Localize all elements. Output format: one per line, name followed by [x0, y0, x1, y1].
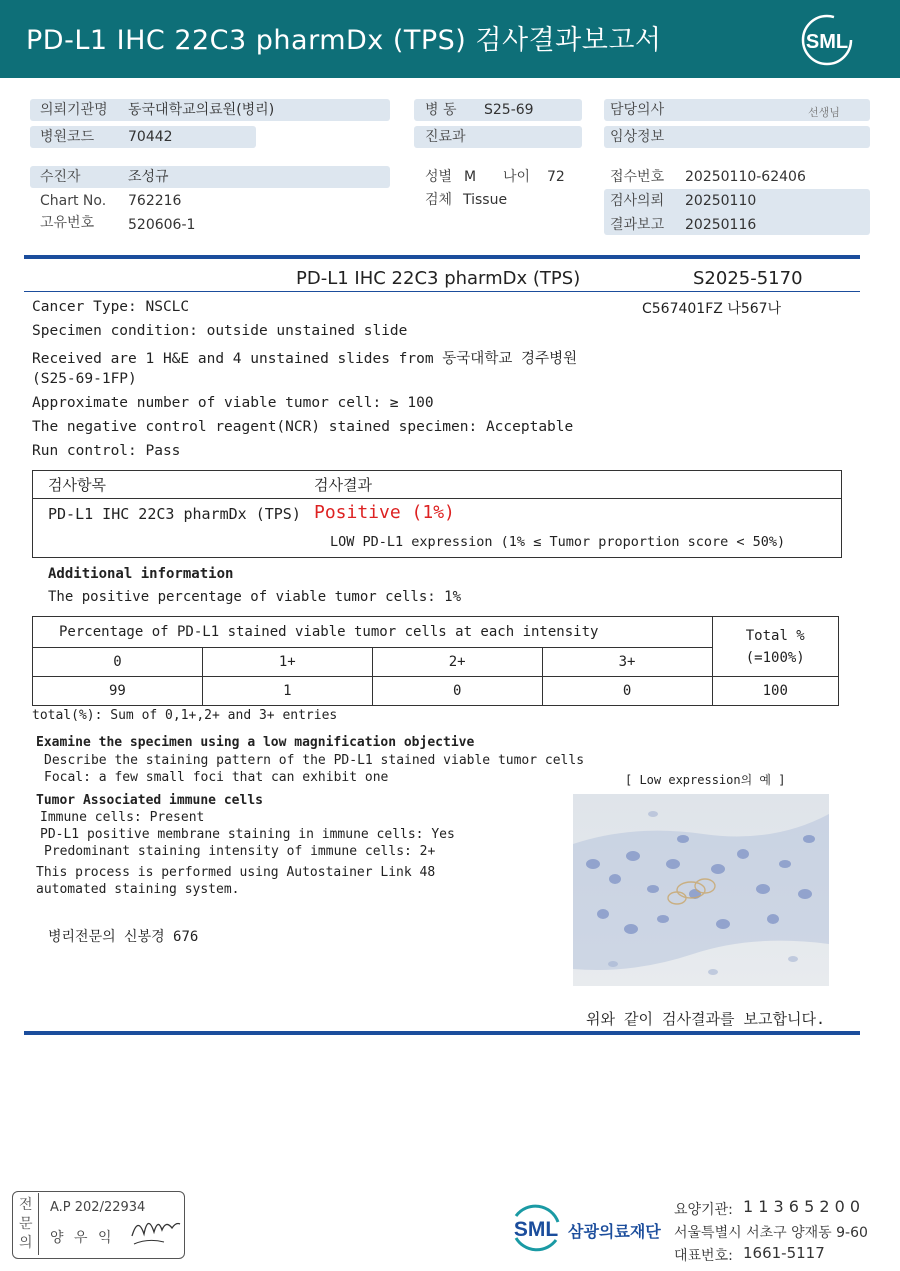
total-header-line2: (=100%) [745, 649, 805, 666]
additional-title: Additional information [48, 566, 234, 582]
doctor-suffix: 선생님 [808, 106, 840, 119]
sex-label: 성별 [425, 169, 453, 185]
doctor-label: 담당의사 [610, 102, 665, 118]
reference-code: C567401FZ 나567나 [642, 301, 782, 317]
institution-label: 의뢰기관명 [40, 102, 108, 118]
document-title: PD-L1 IHC 22C3 pharmDx (TPS) 검사결과보고서 [26, 25, 662, 56]
examine-line1: Describe the staining pattern of the PD-L1 stained viable tumor cells [44, 753, 585, 768]
chart-label: Chart No. [40, 193, 107, 209]
age-value: 72 [547, 169, 565, 185]
receipt-value: 20250110-62406 [685, 169, 806, 185]
test-title: PD-L1 IHC 22C3 pharmDx (TPS) [296, 268, 581, 289]
institution-value: 동국대학교의료원(병리) [128, 102, 275, 118]
report-line: Cancer Type: NSCLC [32, 299, 190, 315]
sml-logo-text: SML [805, 31, 849, 53]
report-line: Specimen condition: outside unstained slide [32, 323, 408, 339]
pathology-image [573, 794, 829, 986]
immune-line2: PD-L1 positive membrane staining in immune cells: Yes [40, 827, 455, 842]
top-rule [24, 255, 860, 259]
intensity-value-1plus: 1 [202, 677, 372, 706]
patient-label: 수진자 [40, 169, 81, 185]
total-header [712, 617, 839, 677]
immune-line4: This process is performed using Autostainer Link 48 [36, 865, 436, 880]
closing-statement: 위와 같이 검사결과를 보고합니다. [586, 1010, 825, 1028]
intensity-col-0: 0 [33, 648, 203, 677]
stamp-label-char: 문 [19, 1216, 33, 1232]
specimen-label: 검체 [425, 192, 453, 208]
agency-number: 1 1 3 6 5 2 0 0 [743, 1197, 861, 1216]
total-header-line1: Total % [745, 627, 805, 644]
intensity-col-3plus: 3+ [542, 648, 712, 677]
result-col-item: 검사항목 [48, 476, 106, 494]
phone-label: 대표번호: [674, 1248, 733, 1264]
signature [128, 1206, 182, 1250]
immune-line3: Predominant staining intensity of immune cells: 2+ [44, 844, 436, 859]
request-value: 20250110 [685, 193, 757, 209]
specimen-value: Tissue [463, 192, 508, 208]
clinical-label: 임상정보 [610, 129, 665, 145]
result-item: PD-L1 IHC 22C3 pharmDx (TPS) [48, 505, 301, 523]
stamp-label [19, 1196, 33, 1253]
examine-title: Examine the specimen using a low magnification objective [36, 735, 475, 750]
stamp-label-char: 의 [19, 1235, 33, 1251]
pathologist: 병리전문의 신봉경 676 [48, 929, 199, 945]
case-number: S2025-5170 [693, 268, 803, 289]
chart-value: 762216 [128, 193, 182, 209]
uid-value: 520606-1 [128, 217, 196, 233]
intensity-col-2plus: 2+ [372, 648, 542, 677]
intensity-header: Percentage of PD-L1 stained viable tumor cells at each intensity [33, 617, 713, 648]
hospital-code-value: 70442 [128, 129, 173, 145]
result-note: LOW PD-L1 expression (1% ≤ Tumor proportion score < 50%) [330, 534, 786, 550]
ward-label: 병 동 [425, 102, 457, 118]
report-line: (S25-69-1FP) [32, 371, 137, 387]
sex-value: M [464, 169, 477, 185]
sml-logo [800, 13, 854, 67]
report-line: Approximate number of viable tumor cell: ≥ 100 [32, 395, 434, 411]
immune-line5: automated staining system. [36, 882, 240, 897]
result-col-result: 검사결과 [314, 476, 372, 494]
report-line: The negative control reagent(NCR) stained specimen: Acceptable [32, 419, 574, 435]
phone-number: 1661-5117 [743, 1244, 825, 1262]
agency-label: 요양기관: [674, 1202, 733, 1218]
sml-footer-logo-text: SML [513, 1218, 559, 1241]
result-positive: Positive (1%) [314, 502, 455, 523]
sml-footer-logo [506, 1200, 566, 1256]
intensity-value-3plus: 0 [542, 677, 712, 706]
age-label: 나이 [503, 169, 531, 185]
image-caption: [ Low expression의 예 ] [625, 773, 786, 787]
hospital-code-label: 병원코드 [40, 129, 95, 145]
request-label: 검사의뢰 [610, 193, 665, 209]
patient-pill [30, 166, 390, 188]
result-box-divider [32, 498, 842, 499]
uid-label: 고유번호 [40, 215, 95, 231]
table-footnote: total(%): Sum of 0,1+,2+ and 3+ entries [32, 708, 338, 723]
immune-title: Tumor Associated immune cells [36, 793, 263, 808]
dept-label: 진료과 [425, 129, 466, 145]
intensity-col-1plus: 1+ [202, 648, 372, 677]
patient-value: 조성규 [128, 169, 169, 185]
ward-value: S25-69 [484, 102, 534, 118]
additional-text: The positive percentage of viable tumor cells: 1% [48, 589, 462, 605]
address: 서울특별시 서초구 양재동 9-60 [674, 1225, 868, 1241]
report-line: Run control: Pass [32, 443, 181, 459]
receipt-label: 접수번호 [610, 169, 665, 185]
bottom-rule [24, 1031, 860, 1035]
stamp-ap-number: A.P 202/22934 [50, 1200, 146, 1215]
stamp-name: 양 우 익 [50, 1230, 115, 1246]
intensity-value-2plus: 0 [372, 677, 542, 706]
intensity-value-0: 99 [33, 677, 203, 706]
org-name: 삼광의료재단 [568, 1222, 661, 1241]
intensity-table [32, 616, 839, 706]
immune-line1: Immune cells: Present [40, 810, 205, 825]
report-label: 결과보고 [610, 217, 665, 233]
intensity-total: 100 [712, 677, 839, 706]
title-rule [24, 291, 860, 292]
report-value: 20250116 [685, 217, 757, 233]
report-line: Received are 1 H&E and 4 unstained slides from 동국대학교 경주병원 [32, 351, 578, 367]
examine-line2: Focal: a few small foci that can exhibit one [44, 770, 389, 785]
stamp-label-char: 전 [19, 1197, 33, 1213]
